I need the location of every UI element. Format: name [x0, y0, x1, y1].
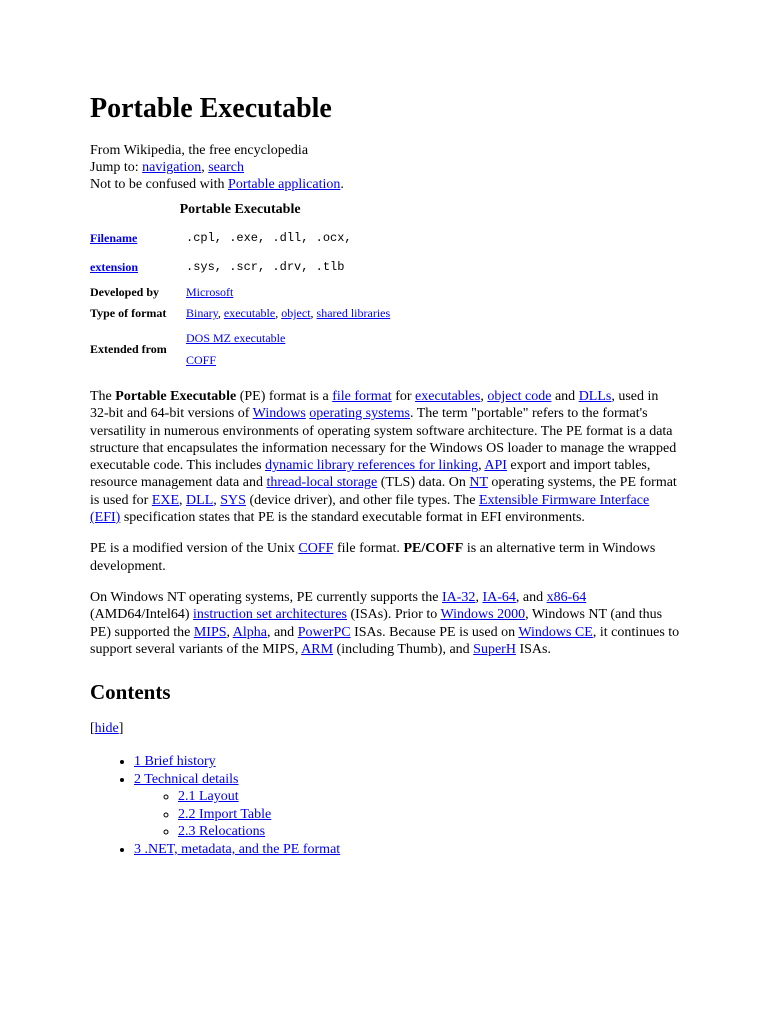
extension-label-link[interactable]: extension [90, 260, 138, 274]
operating-systems-link[interactable]: operating systems [309, 406, 410, 422]
jump-navigation-link[interactable]: navigation [142, 160, 202, 175]
type-label: Type of format [90, 306, 167, 320]
filename-value-2: .sys, .scr, .drv, .tlb [186, 260, 345, 274]
dll-link[interactable]: DLL [186, 492, 214, 508]
extended-label: Extended from [90, 341, 167, 356]
api-link[interactable]: API [484, 458, 507, 474]
dlls-link[interactable]: DLLs [578, 389, 612, 404]
infobox-row-filename-1 [90, 224, 390, 253]
windows-link[interactable]: Windows [252, 406, 306, 422]
isa-paragraph: On Windows NT operating systems, PE currently supports the IA-32, IA-64, and x86-64 (AMD64/Intel64) instruction set architectures (ISAs). Prior to Windows 2000, Windows NT (and thus PE) supported the MIPS, Alpha, and PowerPC ISAs. Because PE is used on Windows CE, it continues to support several variants of the MIPS, ARM (including Thumb), and SuperH ISAs. [90, 589, 680, 657]
toc-item [134, 753, 680, 771]
contents-heading: Contents [90, 680, 171, 705]
toc-sublist [134, 788, 680, 841]
binary-link[interactable]: Binary [186, 306, 218, 320]
infobox-row-type: Type of format Binary, executable, object, shared libraries [90, 303, 390, 324]
executables-link[interactable]: executables [415, 389, 481, 404]
arm-link[interactable]: ARM [301, 641, 334, 657]
object-link[interactable]: object [281, 306, 311, 320]
jump-search-link[interactable]: search [208, 160, 244, 175]
alpha-link[interactable]: Alpha [232, 624, 267, 640]
toc-subitem [178, 823, 680, 841]
infobox-row-developer [90, 282, 390, 303]
infobox-row-extended [90, 324, 390, 374]
efi-link[interactable]: Extensible Firmware Interface (EFI) [90, 492, 650, 526]
file-format-link[interactable]: file format [332, 389, 392, 404]
toc-technical-details-link[interactable]: 2 Technical details [134, 771, 239, 787]
coff-infobox-link[interactable]: COFF [186, 353, 217, 367]
microsoft-link[interactable]: Microsoft [186, 285, 234, 299]
page-title: Portable Executable [90, 93, 332, 124]
dynamic-library-link[interactable]: dynamic library references for linking [265, 458, 479, 474]
dos-mz-link[interactable]: DOS MZ executable [186, 331, 286, 345]
toc-item [134, 771, 680, 841]
toc-list [90, 753, 680, 858]
isa-link[interactable]: instruction set architectures [193, 607, 347, 623]
object-code-link[interactable]: object code [487, 389, 552, 404]
hide-toc-link[interactable]: hide [94, 721, 119, 737]
sys-link[interactable]: SYS [220, 492, 246, 508]
jump-to: Jump to: navigation, search [90, 160, 244, 175]
toc-dotnet-link[interactable]: 3 .NET, metadata, and the PE format [134, 841, 341, 857]
tls-link[interactable]: thread-local storage [266, 475, 378, 491]
coff-paragraph: PE is a modified version of the Unix COFF file format. PE/COFF is an alternative term in Windows development. [90, 541, 656, 574]
executable-link[interactable]: executable [223, 306, 276, 320]
toc-relocations-link[interactable]: 2.3 Relocations [178, 824, 266, 840]
hatnote: Not to be confused with Portable application. [90, 177, 344, 192]
windows-ce-link[interactable]: Windows CE [518, 624, 593, 640]
toc-brief-history-link[interactable]: 1 Brief history [134, 754, 216, 770]
infobox [90, 199, 390, 374]
shared-libraries-link[interactable]: shared libraries [316, 306, 391, 320]
filename-label-link[interactable]: Filename [90, 231, 138, 245]
portable-application-link[interactable]: Portable application [228, 177, 341, 192]
toc-subitem [178, 806, 680, 824]
ia64-link[interactable]: IA-64 [482, 589, 516, 605]
toc-subitem [178, 788, 680, 806]
x86-64-link[interactable]: x86-64 [546, 589, 587, 605]
ia32-link[interactable]: IA-32 [442, 589, 476, 605]
coff-link[interactable]: COFF [298, 541, 334, 557]
infobox-caption: Portable Executable [179, 202, 301, 217]
intro-paragraph: The Portable Executable (PE) format is a file format for executables, object code and DLLs, used in 32-bit and 64-bit versions of Windows operating systems. The term "portable" refers to the format's versatility in numerous environments of operating system software architecture. The PE format is a data structure that encapsulates the information necessary for the Windows OS loader to manage the wrapped executable code. This includes dynamic library references for linking, API export and import tables, resource management data and thread-local storage (TLS) data. On NT operating systems, the PE format is used for EXE, DLL, SYS (device driver), and other file types. The Extensible Firmware Interface (EFI) specification states that PE is the standard executable format in EFI environments. [90, 389, 677, 526]
developer-label: Developed by [90, 285, 159, 299]
infobox-row-filename-2 [90, 253, 390, 282]
tagline: From Wikipedia, the free encyclopedia [90, 143, 309, 158]
exe-link[interactable]: EXE [151, 492, 180, 508]
toc-toggle: [hide] [90, 721, 124, 737]
superh-link[interactable]: SuperH [473, 641, 516, 657]
toc-layout-link[interactable]: 2.1 Layout [178, 789, 239, 805]
filename-value-1: .cpl, .exe, .dll, .ocx, [186, 231, 352, 245]
powerpc-link[interactable]: PowerPC [297, 624, 351, 640]
windows-2000-link[interactable]: Windows 2000 [440, 607, 526, 623]
mips-link[interactable]: MIPS [193, 624, 227, 640]
nt-link[interactable]: NT [469, 475, 488, 491]
toc-import-table-link[interactable]: 2.2 Import Table [178, 806, 272, 822]
article [90, 92, 680, 858]
toc-item [134, 841, 680, 859]
